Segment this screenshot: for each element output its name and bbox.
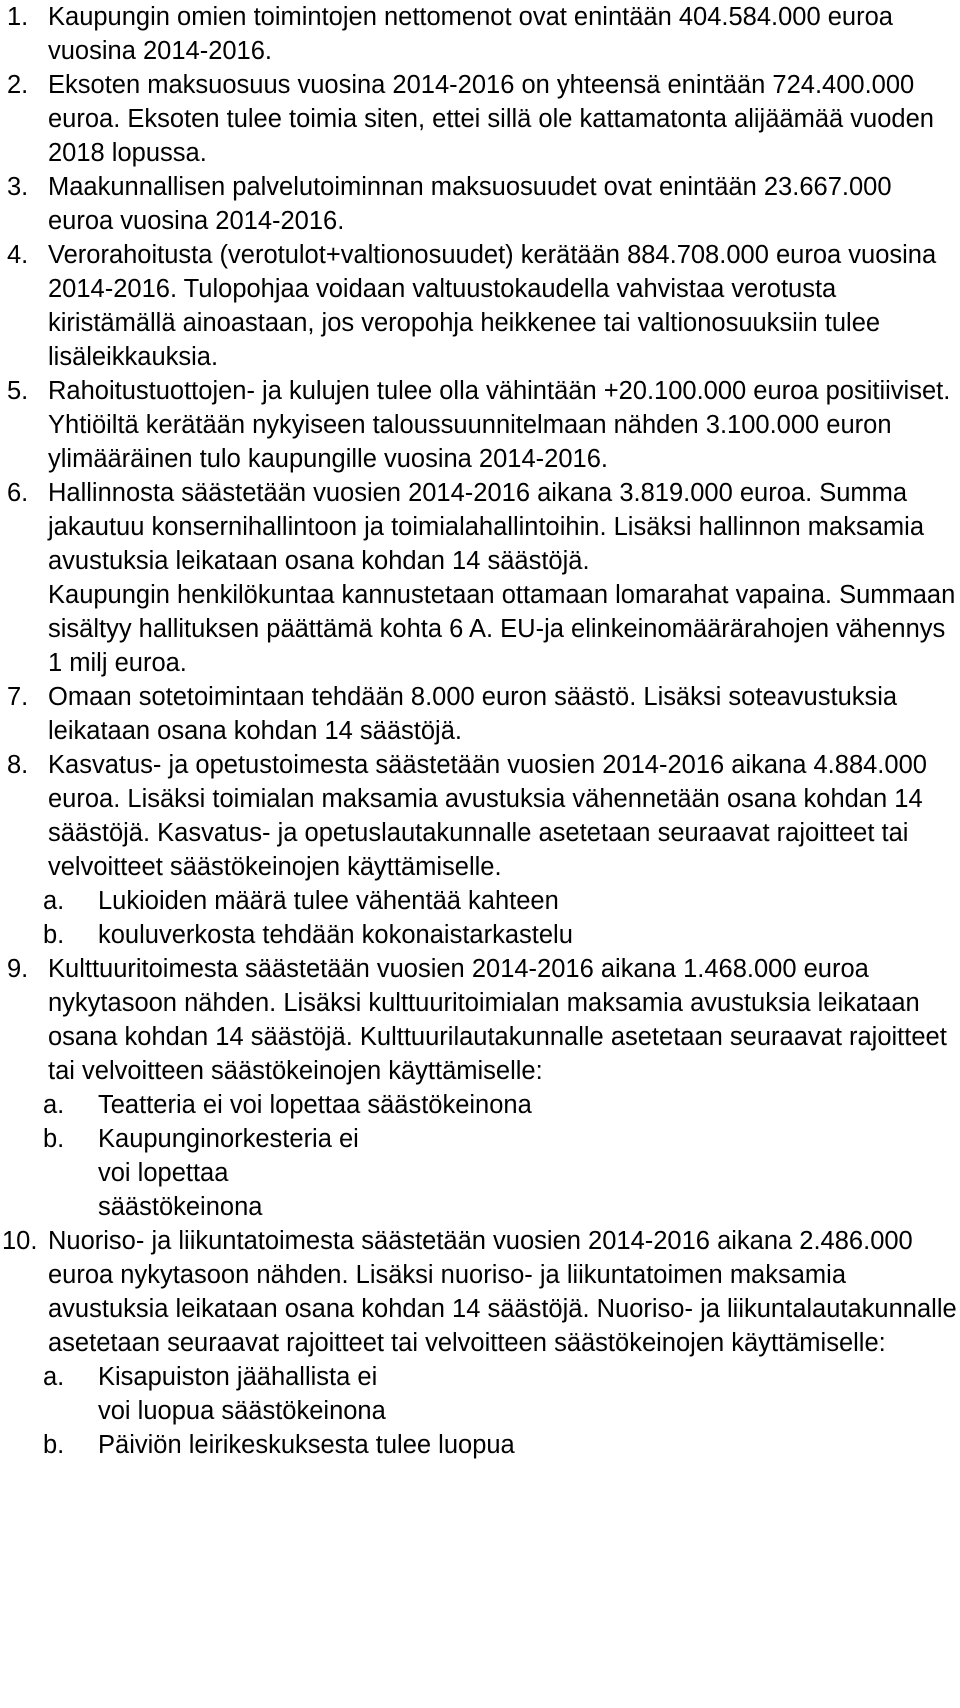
list-item-5 — [0, 374, 960, 476]
sub-item-letter: a. — [43, 1363, 65, 1391]
list-item-8 — [0, 748, 960, 884]
item-text: Eksoten maksuosuus vuosina 2014-2016 on yhteensä enintään 724.400.000 euroa. Eksoten tulee toimia siten, ettei sillä ole kattamatonta alijäämää vuoden 2018 lopussa. — [48, 71, 934, 167]
list-item-10 — [0, 1224, 960, 1360]
sub-item-letter: b. — [43, 921, 65, 949]
item-number: 3. — [7, 173, 29, 201]
list-item-7 — [0, 680, 960, 748]
list-item-2 — [0, 68, 960, 170]
list-item-3 — [0, 170, 960, 238]
item-text: Kulttuuritoimesta säästetään vuosien 2014-2016 aikana 1.468.000 euroa nykytasoon nähden. Lisäksi kulttuuritoimialan maksamia avustuksia leikataan osana kohdan 14 säästöjä. Kulttuurilautakunnalle asetetaan seuraavat rajoitteet tai velvoitteen säästökeinojen käyttämiselle: — [48, 955, 947, 1085]
sub-item-10b — [0, 1428, 960, 1462]
sub-item-8b — [0, 918, 960, 952]
sub-item-text: Kisapuiston jäähallista ei voi luopua säästökeinona — [98, 1363, 386, 1425]
item-number: 7. — [7, 683, 29, 711]
sub-item-text: Päiviön leirikeskuksesta tulee luopua — [98, 1431, 515, 1459]
list-item-4 — [0, 238, 960, 374]
sub-item-text: kouluverkosta tehdään kokonaistarkastelu — [98, 921, 573, 949]
item-text: Nuoriso- ja liikuntatoimesta säästetään vuosien 2014-2016 aikana 2.486.000 euroa nykytasoon nähden. Lisäksi nuoriso- ja liikuntatoimen maksamia avustuksia leikataan osana kohdan 14 säästöjä. Nuoriso- ja liikuntalautakunnalle asetetaan seuraavat rajoitteet tai velvoitteen säästökeinojen käyttämiselle: — [48, 1227, 957, 1357]
item-text: Verorahoitusta (verotulot+valtionosuudet) kerätään 884.708.000 euroa vuosina 2014-2016. Tulopohjaa voidaan valtuustokaudella vahvistaa verotusta kiristämällä ainoastaan, jos veropohja heikkenee tai valtionosuuksiin tulee lisäleikkauksia. — [48, 241, 937, 371]
item-text: Kaupungin omien toimintojen nettomenot ovat enintään 404.584.000 euroa vuosina 2014-2016. — [48, 3, 893, 65]
item-text: Rahoitustuottojen- ja kulujen tulee olla vähintään +20.100.000 euroa positiiviset. Yhtiöiltä kerätään nykyiseen taloussuunnitelmaan nähden 3.100.000 euron ylimääräinen tulo kaupungille vuosina 2014-2016. — [48, 377, 951, 473]
sub-item-text: Teatteria ei voi lopettaa säästökeinona — [98, 1091, 532, 1119]
item-number: 8. — [7, 751, 29, 779]
list-item-6 — [0, 476, 960, 680]
sub-item-letter: b. — [43, 1125, 65, 1153]
item-text: Hallinnosta säästetään vuosien 2014-2016 aikana 3.819.000 euroa. Summa jakautuu konsernihallintoon ja toimialahallintoihin. Lisäksi hallinnon maksamia avustuksia leikataan osana kohdan 14 säästöjä. — [48, 479, 925, 575]
item-text: Maakunnallisen palvelutoiminnan maksuosuudet ovat enintään 23.667.000 euroa vuosina 2014-2016. — [48, 173, 892, 235]
sub-item-text: Kaupunginorkesteria ei voi lopettaa säästökeinona — [98, 1125, 359, 1221]
item-number: 1. — [7, 3, 29, 31]
sub-item-letter: a. — [43, 1091, 65, 1119]
sub-item-text: Lukioiden määrä tulee vähentää kahteen — [98, 887, 559, 915]
sub-item-9b — [0, 1122, 960, 1224]
sub-item-letter: a. — [43, 887, 65, 915]
item-text: Omaan sotetoimintaan tehdään 8.000 euron säästö. Lisäksi soteavustuksia leikataan osana kohdan 14 säästöjä. — [48, 683, 898, 745]
sub-item-10a — [0, 1360, 960, 1428]
item-number: 4. — [7, 241, 29, 269]
sub-item-9a — [0, 1088, 960, 1122]
sub-item-8a — [0, 884, 960, 918]
item-number: 6. — [7, 479, 29, 507]
list-item-1 — [0, 0, 960, 68]
item-number: 10. — [2, 1227, 38, 1255]
item-number: 2. — [7, 71, 29, 99]
item-text: Kasvatus- ja opetustoimesta säästetään vuosien 2014-2016 aikana 4.884.000 euroa. Lisäksi toimialan maksamia avustuksia vähennetään osana kohdan 14 säästöjä. Kasvatus- ja opetuslautakunnalle asetetaan seuraavat rajoitteet tai velvoitteet säästökeinojen käyttämiselle. — [48, 751, 927, 881]
sub-item-letter: b. — [43, 1431, 65, 1459]
item-number: 9. — [7, 955, 29, 983]
list-item-9 — [0, 952, 960, 1088]
item-number: 5. — [7, 377, 29, 405]
item-text-continued: Kaupungin henkilökuntaa kannustetaan ottamaan lomarahat vapaina. Summaan sisältyy hallituksen päättämä kohta 6 A. EU-ja elinkeinomäärärahojen vähennys 1 milj euroa. — [48, 581, 956, 677]
